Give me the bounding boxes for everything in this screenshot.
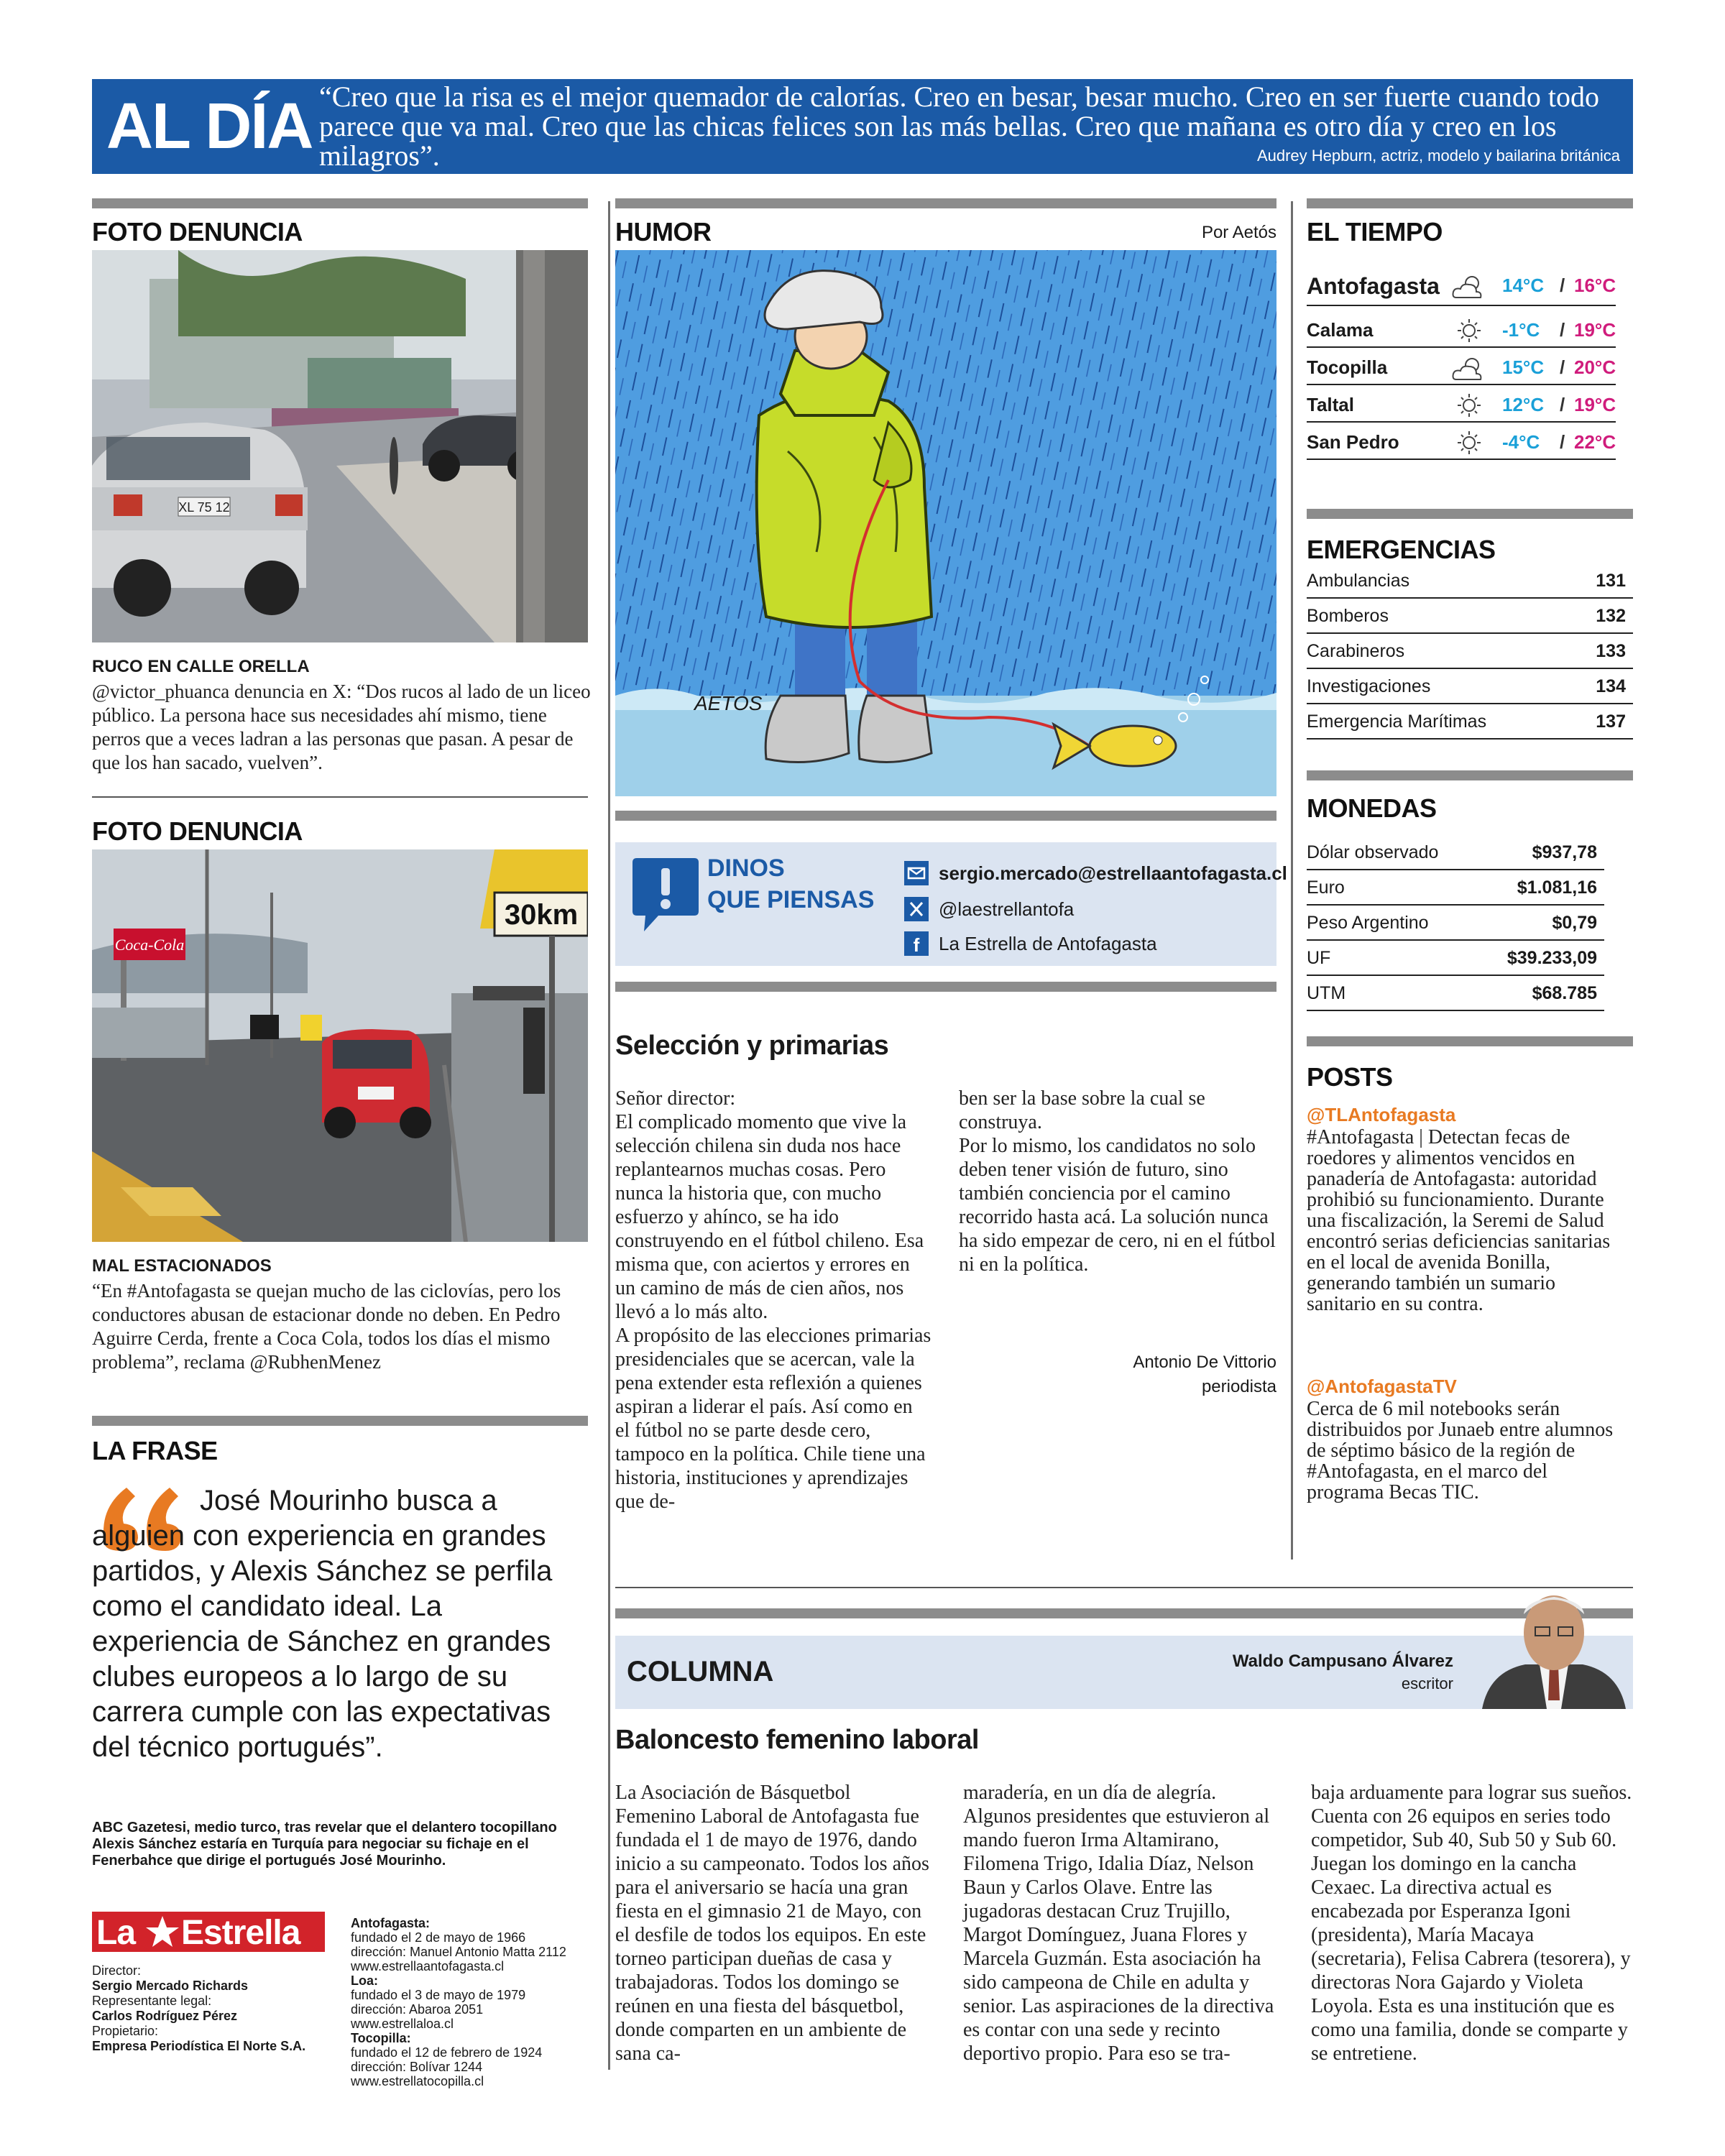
currency-label: UF [1307,948,1331,968]
foto1-section-title: FOTO DENUNCIA [92,217,303,247]
columna-col1: La Asociación de Básquetbol Femenino Laboral de Antofagasta fue fundada el 1 de mayo de 1976, dando inicio a su campeonato. Todos los años para el aniversario se hacía una gran fiesta en el gimnasio 21 de Mayo, con el desfile de todos los equipos. En este torneo participan dueñas de casa y trabajadoras. Todos los domingo se reúnen en una fiesta del básquetbol, donde comparten en un ambiente de sana ca- [615,1782,929,2065]
weather-sep: / [1560,356,1565,378]
cloud-sun-icon [1450,355,1488,382]
edition-founded: fundado el 2 de mayo de 1966 [351,1930,526,1945]
weather-sep: / [1560,431,1565,453]
weather-max: 16°C [1574,275,1616,296]
foto1-caption-title: RUCO EN CALLE ORELLA [92,657,310,676]
banner-author: Audrey Hepburn, actriz, modelo y bailarina británica [1256,147,1620,165]
weather-sep: / [1560,319,1565,341]
banner-title: AL DÍA [106,91,313,162]
currency-label: Dólar observado [1307,842,1439,862]
emergency-number: 133 [1596,641,1626,661]
currency-label: UTM [1307,983,1346,1003]
edition-name: Loa: [351,1973,378,1988]
weather-city: Taltal [1307,394,1354,415]
column-divider-left [608,201,610,2070]
currency-value: $68.785 [1532,983,1597,1003]
letter-col2: ben ser la base sobre la cual se construya. Por lo mismo, los candidatos no solo deben tener visión de futuro, sino también conciencia por el camino recorrido hasta acá. La solución nunca ha sido empezar de cero, ni en el fútbol ni en la política. [959,1087,1276,1276]
weather-max: 19°C [1574,394,1616,415]
masthead-credits [92,1963,329,2054]
emergency-label: Emergencia Marítimas [1307,711,1487,732]
weather-city: San Pedro [1307,431,1399,453]
foto1-caption-text: @victor_phuanca denuncia en X: “Dos rucos al lado de un liceo público. La persona hace sus necesidades ahí mismo, tiene perros que a veces ladran a las personas que pasan. A pesar de que los han sacado, vuelven”. [92,681,591,773]
currency-row [1307,835,1604,870]
weather-city: Calama [1307,319,1374,341]
emergencias-section-title: EMERGENCIAS [1307,535,1496,564]
edition-web: www.estrellatocopilla.cl [351,2074,484,2088]
sun-icon [1455,430,1484,456]
weather-min: -4°C [1502,431,1540,453]
cartoon-signature: AETOS [694,692,763,714]
columna-section-title: COLUMNA [627,1656,774,1687]
emergency-row [1307,669,1633,704]
divider [92,796,588,798]
emergency-label: Ambulancias [1307,571,1410,591]
weather-min: 12°C [1502,394,1545,415]
logo [92,1912,325,1952]
humor-credit: Por Aetós [1201,223,1276,242]
section-rule [615,982,1276,992]
edition-address: dirección: Bolívar 1244 [351,2060,483,2074]
foto1-plate: XL 75 12 [178,500,230,515]
contact-facebook[interactable]: La Estrella de Antofagasta [939,933,1157,954]
posts-section-title: POSTS [1307,1062,1393,1092]
edition-web: www.estrellaantofagasta.cl [351,1959,505,1973]
post1-text: #Antofagasta | Detectan fecas de roedores y alimentos vencidos en panadería de Antofagasta: autoridad prohibió su funcionamiento. Durante una fiscalización, la Seremi de Salud encontró serias deficiencias sanitarias en el local de avenida Bonilla, generando también un sumario sanitario en su contra. [1307,1126,1611,1315]
post2-text: Cerca de 6 mil notebooks serán distribuidos por Junaeb entre alumnos de séptimo básico de la región de #Antofagasta, en el marco del programa Becas TIC. [1307,1398,1614,1503]
editions [351,1916,595,2088]
contact-title-line2: QUE PIENSAS [707,886,875,913]
banner-quote: “Creo que la risa es el mejor quemador de calorías. Creo en besar, besar mucho. Creo en ser fuerte cuando todo parece que va mal. Creo que las chicas felices son las más bellas. Creo que mañana es otro día y creo en los milagros”. [319,80,1600,172]
currency-label: Euro [1307,877,1345,898]
weather-max: 22°C [1574,431,1616,453]
sun-icon [1455,392,1484,418]
emergency-label: Bomberos [1307,606,1389,626]
currency-value: $0,79 [1552,913,1597,933]
currency-value: $1.081,16 [1517,877,1597,898]
frase-source: ABC Gazetesi, medio turco, tras revelar que el delantero tocopillano Alexis Sánchez estaría en Turquía para negociar su fichaje en el Fenerbahce que dirige el portugués José Mourinho. [92,1820,557,1869]
author-avatar [1475,1585,1633,1709]
emergency-number: 132 [1596,606,1626,626]
foto2-sign: 30km [504,899,579,931]
emergency-row [1307,599,1633,634]
edition-founded: fundado el 12 de febrero de 1924 [351,2045,543,2060]
section-rule [1307,198,1633,208]
weather-min: 15°C [1502,356,1545,378]
weather-row [1307,351,1616,385]
mail-icon [904,861,929,885]
cloud-sun-icon [1450,273,1488,300]
currency-row [1307,870,1604,906]
emergency-label: Investigaciones [1307,676,1431,696]
currency-label: Peso Argentino [1307,913,1429,933]
edition-name: Tocopilla: [351,2031,411,2045]
letter-title: Selección y primarias [615,1031,889,1061]
weather-section-title: EL TIEMPO [1307,217,1443,247]
foto1-photo [92,250,588,642]
section-rule [92,1416,588,1426]
weather-max: 20°C [1574,356,1616,378]
rep-name: Carlos Rodríguez Pérez [92,2009,238,2023]
emergency-row [1307,563,1633,599]
section-rule [1307,509,1633,519]
weather-row [1307,269,1616,306]
al-dia-banner [92,79,1633,174]
letter-col1: Señor director: El complicado momento que vive la selección chilena sin duda nos hace replantearnos muchas cosas. Pero nunca la historia que, con mucho esfuerzo y ahínco, se ha ido construyendo en el fútbol chileno. Esa misma que, con aciertos y errores en un camino de más de cien años, nos llevó a lo más alto. A propósito de las elecciones primarias presidenciales que se acercan, vale la pena extender esta reflexión a quienes aspiran a liderar el país. Así como en el fútbol no se parte desde cero, tampoco en la política. Chile tiene una historia, instituciones y aprendizajes que de- [615,1087,932,1513]
currency-row [1307,906,1604,941]
logo-left: La [96,1914,136,1952]
weather-city: Tocopilla [1307,356,1388,378]
foto2-photo [92,849,588,1242]
frase-text: José Mourinho busca a alguien con experiencia en grandes partidos, y Alexis Sánchez se perfila como el candidato ideal. La experiencia de Sánchez en grandes clubes europeos a lo largo de su carrera cumple con las expectativas del técnico portugués”. [92,1485,553,1763]
currency-row [1307,976,1604,1011]
director-name: Sergio Mercado Richards [92,1978,249,1993]
sun-icon [1455,318,1484,344]
weather-city: Antofagasta [1307,273,1440,299]
emergency-number: 137 [1596,711,1626,732]
foto2-caption-title: MAL ESTACIONADOS [92,1256,272,1276]
foto2-brand: Coca-Cola [114,936,185,954]
emergency-label: Carabineros [1307,641,1405,661]
logo-right: Estrella [181,1914,300,1952]
section-rule [615,198,1276,208]
foto2-section-title: FOTO DENUNCIA [92,816,303,846]
emergency-row [1307,704,1633,740]
weather-sep: / [1560,275,1565,296]
weather-row [1307,388,1616,423]
edition-web: www.estrellaloa.cl [351,2017,454,2031]
columna-title: Baloncesto femenino laboral [615,1725,979,1755]
currency-value: $937,78 [1532,842,1597,862]
edition-name: Antofagasta: [351,1916,431,1930]
post1-handle[interactable]: @TLAntofagasta [1307,1104,1456,1125]
monedas-section-title: MONEDAS [1307,793,1437,823]
weather-row [1307,313,1616,348]
section-rule [1307,1036,1633,1046]
foto2-caption-text: “En #Antofagasta se quejan mucho de las ciclovías, pero los conductores abusan de estacionar donde no deben. En Pedro Aguirre Cerda, frente a Coca Cola, todos los días el mismo problema”, reclama @RubhenMenez [92,1280,561,1373]
section-rule [92,198,588,208]
emergency-number: 131 [1596,571,1626,591]
columna-role: escritor [1401,1674,1453,1692]
humor-cartoon [615,250,1276,796]
speech-bubble-icon [630,854,702,934]
currency-value: $39.233,09 [1506,948,1597,968]
weather-max: 19°C [1574,319,1616,341]
post2-handle[interactable]: @AntofagastaTV [1307,1376,1457,1397]
columna-col3: baja arduamente para lograr sus sueños. Cuenta con 26 equipos en series todo competidor, Sub 40, Sub 50 y Sub 60. Juegan los domingo en la cancha Cexaec. La directiva actual es encabezada por Esperanza Igoni (presidenta), María Macaya (secretaria), Felisa Cabrera (tesorera), y directoras Nora Gajardo y Violeta Loyola. Esta es una institución que es como una familia, donde se comparte y se entretiene. [1311,1782,1632,2065]
weather-min: 14°C [1502,275,1545,296]
columna-col2: maradería, en un día de alegría. Algunos presidentes que estuvieron al mando fueron Irma Altamirano, Filomena Trigo, Idalia Díaz, Nelson Baun y Carlos Olave. Entre las jugadoras destacan Cruz Trujillo, Margot Domínguez, Juana Flores y Marcela Guzmán. Esta asociación ha sido campeona de Chile en adulta y senior. Las aspiraciones de la directiva es contar con una sede y recinto deportivo propio. Para eso se tra- [963,1782,1274,2065]
contact-box [615,842,1287,966]
contact-twitter[interactable]: @laestrellantofa [939,898,1075,920]
humor-section-title: HUMOR [615,217,712,247]
weather-row [1307,425,1616,460]
edition-address: dirección: Manuel Antonio Matta 2112 [351,1945,566,1959]
rep-label: Representante legal: [92,1994,212,2008]
x-twitter-icon [904,897,929,921]
currency-row [1307,941,1604,976]
svg-text:f: f [913,934,920,956]
frase-section-title: LA FRASE [92,1436,218,1465]
facebook-icon [904,931,929,956]
section-rule [615,811,1276,821]
edition-address: dirección: Abaroa 2051 [351,2002,484,2017]
emergency-row [1307,634,1633,669]
star-icon [145,1915,180,1949]
emergency-number: 134 [1596,676,1626,696]
letter-role: periodista [1201,1377,1276,1396]
contact-title-line1: DINOS [707,854,785,882]
weather-sep: / [1560,394,1565,415]
contact-title [707,852,874,916]
letter-author: Antonio De Vittorio [1133,1353,1276,1372]
section-rule [1307,770,1633,780]
column-divider-right [1291,201,1293,1560]
owner-label: Propietario: [92,2024,159,2038]
columna-author: Waldo Campusano Álvarez [1232,1651,1453,1671]
weather-min: -1°C [1502,319,1540,341]
contact-email[interactable]: sergio.mercado@estrellaantofagasta.cl [939,862,1287,884]
director-label: Director: [92,1963,142,1978]
edition-founded: fundado el 3 de mayo de 1979 [351,1988,526,2002]
owner-name: Empresa Periodística El Norte S.A. [92,2039,306,2053]
